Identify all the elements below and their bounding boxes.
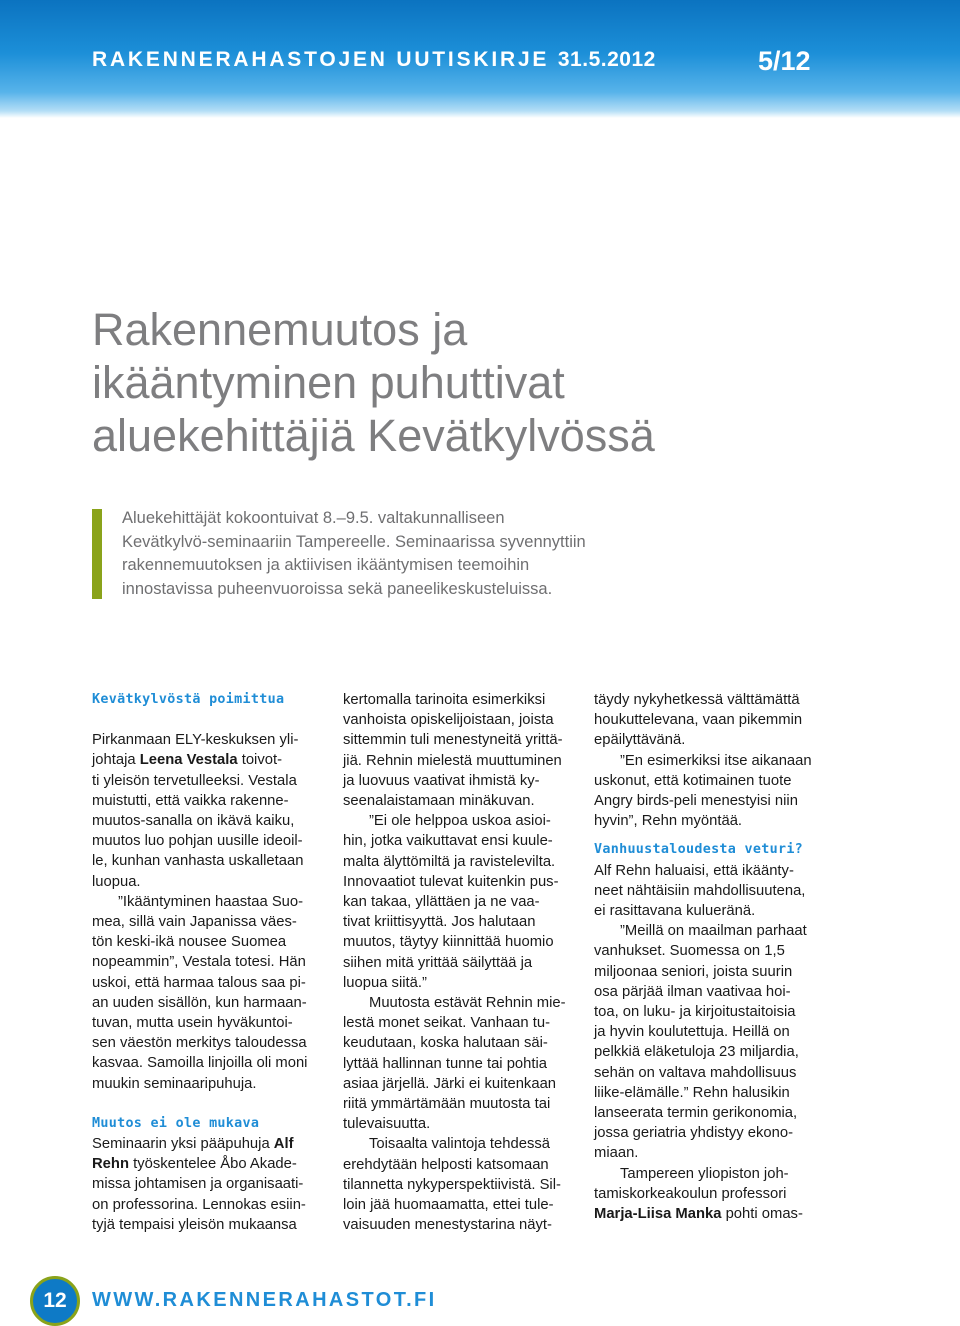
text-line: muutos-sanalla on ikävä kaiku, [92,813,295,830]
text-span: työskentelee Åbo Akade- [129,1156,297,1173]
text-line: ”Ikääntyminen haastaa Suo- [118,893,304,910]
text-line: lyttää hallinnan tunne tai pohtia [343,1055,548,1072]
text-line: Toisaalta valintoja tehdessä [369,1136,550,1153]
headline-line: ikääntyminen puhuttivat [92,357,565,408]
text-line: kertomalla tarinoita esimerkiksi [343,692,546,708]
article-lead [122,507,682,601]
issue-number: 5/12 [758,46,811,76]
text-line: uskoi, että harmaa talous saa pi- [92,974,306,991]
text-column-2 [343,690,575,1235]
newsletter-title [92,48,656,72]
text-line: pelkkiä eläketuloja 23 miljardia, [594,1044,799,1061]
page-number: 12 [30,1276,80,1326]
lead-line: innostavissa puheenvuoroissa sekä paneelikeskusteluissa. [122,579,553,598]
lead-line: rakennemuutoksen ja aktiivisen ikääntymisen teemoihin [122,556,530,575]
text-line: Tampereen yliopiston joh- [620,1165,789,1182]
text-line: muistutti, että vaikka rakenne- [92,792,289,809]
text-line [594,1204,826,1224]
text-line: erehdytään helposti katsomaan [343,1156,549,1173]
lead-line: Aluekehittäjät kokoontuivat 8.–9.5. valtakunnalliseen [122,509,505,527]
text-line: lestä monet seikat. Vanhaan tu- [343,1015,551,1032]
person-name: Leena Vestala [139,752,238,769]
text-line: miaan. [594,1145,639,1162]
text-line: tön keski-ikä nousee Suomea [92,934,287,951]
text-line [92,1154,324,1174]
text-line: muutos luo pohjan uusille ideoil- [92,833,303,850]
text-line: luopua siitä.” [343,974,427,991]
text-line: tilannetta nykyperspektiivistä. Sil- [343,1176,561,1193]
text-line: luopua. [92,873,141,890]
text-line: osa pärjää ilman vaativaa hoi- [594,983,791,1000]
text-line: tyjä tempaisi yleisön mukaansa [92,1216,297,1233]
text-line: tuvan, mutta usein hyväkuntoi- [92,1015,293,1032]
text-line: malta älyttömiltä ja ravistelevilta. [343,853,556,870]
subheading: Muutos ei ole mukava [92,1115,260,1131]
text-line: le, kunhan vanhasta uskalletaan [92,853,304,870]
text-line: kan takaa, yllättäen ja ne vaa- [343,894,540,911]
subheading: Kevätkylvöstä poimittua [92,692,285,707]
text-line: sehän on valtava mahdollisuus [594,1064,797,1081]
article-headline [92,303,892,462]
text-line: keudutaan, koska halutaan säi- [343,1035,548,1052]
text-line: an uuden sisällön, kun harmaan- [92,994,307,1011]
text-line: jossa geriatria yhdistyy ekono- [594,1125,794,1142]
headline-line: aluekehittäjiä Kevätkylvössä [92,410,655,461]
text-line: ”Ei ole helppoa uskoa asioi- [369,813,551,830]
text-line: toa, on luku- ja kirjoitustaitoisia [594,1004,796,1021]
headline-line: Rakennemuutos ja [92,304,468,355]
text-line: ”En esimerkiksi itse aikanaan [620,752,812,769]
text-line: missa johtamisen ja organisaati- [92,1176,304,1193]
text-line: tulevaisuutta. [343,1116,431,1133]
text-line: riitä ymmärtämään muutosta tai [343,1096,551,1113]
lead-accent-bar [92,509,102,599]
text-line: seenalaistamaan minäkuvan. [343,793,535,810]
text-line [92,750,324,770]
text-span: toivot- [237,752,283,769]
text-line: on professorina. Lennokas esiin- [92,1196,306,1213]
text-line: tamiskorkeakoulun professori [594,1185,787,1202]
text-line [92,1134,324,1154]
person-name: Rehn [92,1156,129,1173]
text-line: lanseerata termin gerikonomia, [594,1105,798,1122]
text-line: hin, jotka vaikuttavat ensi kuule- [343,833,553,850]
text-line: kasvaa. Samoilla linjoilla oli moni [92,1055,308,1072]
text-line: muutos, täytyy kiinnittää huomio [343,934,554,951]
text-line: Pirkanmaan ELY-keskuksen yli- [92,732,299,749]
text-line: ja luovuus vaativat ihmistä ky- [343,772,540,789]
text-line: tivat kriittisyyttä. Jos halutaan [343,914,536,931]
text-line: neet nähtäisiin mahdollisuutena, [594,882,806,899]
text-line: hyvin”, Rehn myöntää. [594,813,743,830]
text-line: uskonut, että kotimainen tuote [594,772,792,789]
text-line: epäilyttävänä. [594,732,686,749]
text-span: johtaja [92,752,140,769]
text-line: vaisuuden menestystarina näyt- [343,1217,552,1234]
text-line: Muutosta estävät Rehnin mie- [369,995,566,1012]
text-line: loin jää huomaamatta, ettei tule- [343,1197,554,1214]
website-link[interactable]: WWW.RAKENNERAHASTOT.FI [92,1289,437,1311]
text-line: nopeammin”, Vestala totesi. Hän [92,954,306,971]
text-line: Angry birds-peli menestyisi niin [594,793,798,810]
text-column-1 [92,690,324,1235]
text-line: siihen mitä yrittää säilyttää ja [343,954,533,971]
text-line: ei rasittavana kulueränä. [594,903,756,920]
text-line: vanhoista opiskelijoistaan, joista [343,712,554,729]
text-line: houkuttelevana, vaan pikemmin [594,712,803,729]
text-line: vanhukset. Suomessa on 1,5 [594,943,785,960]
text-line: täydy nykyhetkessä välttämättä [594,692,800,708]
text-line: Alf Rehn haluaisi, että ikäänty- [594,862,794,879]
text-span: Seminaarin yksi pääpuhuja [92,1136,274,1153]
text-line: ”Meillä on maailman parhaat [620,923,807,940]
text-line: sittemmin tuli menestyneitä yrittä- [343,732,563,749]
text-line: Innovaatiot tulevat kuitenkin pus- [343,873,559,890]
newsletter-name: RAKENNERAHASTOJEN UUTISKIRJE [92,48,558,71]
text-line: miljoonaa seniori, joista suurin [594,963,793,980]
text-line: asiaa järjellä. Järki ei kuitenkaan [343,1075,557,1092]
text-line: ti yleisön tervetulleeksi. Vestala [92,772,297,789]
text-line: jiä. Rehnin mielestä muuttuminen [343,752,562,769]
issue-date: 31.5.2012 [557,48,656,71]
text-line: sen väestön merkitys taloudessa [92,1035,307,1052]
text-line: mea, sillä vain Japanissa väes- [92,914,297,931]
header-banner [0,0,960,118]
text-column-3 [594,690,826,1224]
subheading: Vanhuustaloudesta veturi? [594,842,804,858]
lead-line: Kevätkylvö-seminaariin Tampereelle. Seminaarissa syvennyttiin [122,532,586,551]
text-line: ja hyvin koulutettuja. Heillä on [594,1024,790,1041]
text-line: muukin seminaaripuhuja. [92,1075,257,1092]
person-name: Marja-Liisa Manka [594,1206,722,1223]
person-name: Alf [273,1136,294,1153]
text-span: pohti omas- [721,1206,803,1223]
text-line: liike-elämälle.” Rehn halusikin [594,1084,790,1101]
